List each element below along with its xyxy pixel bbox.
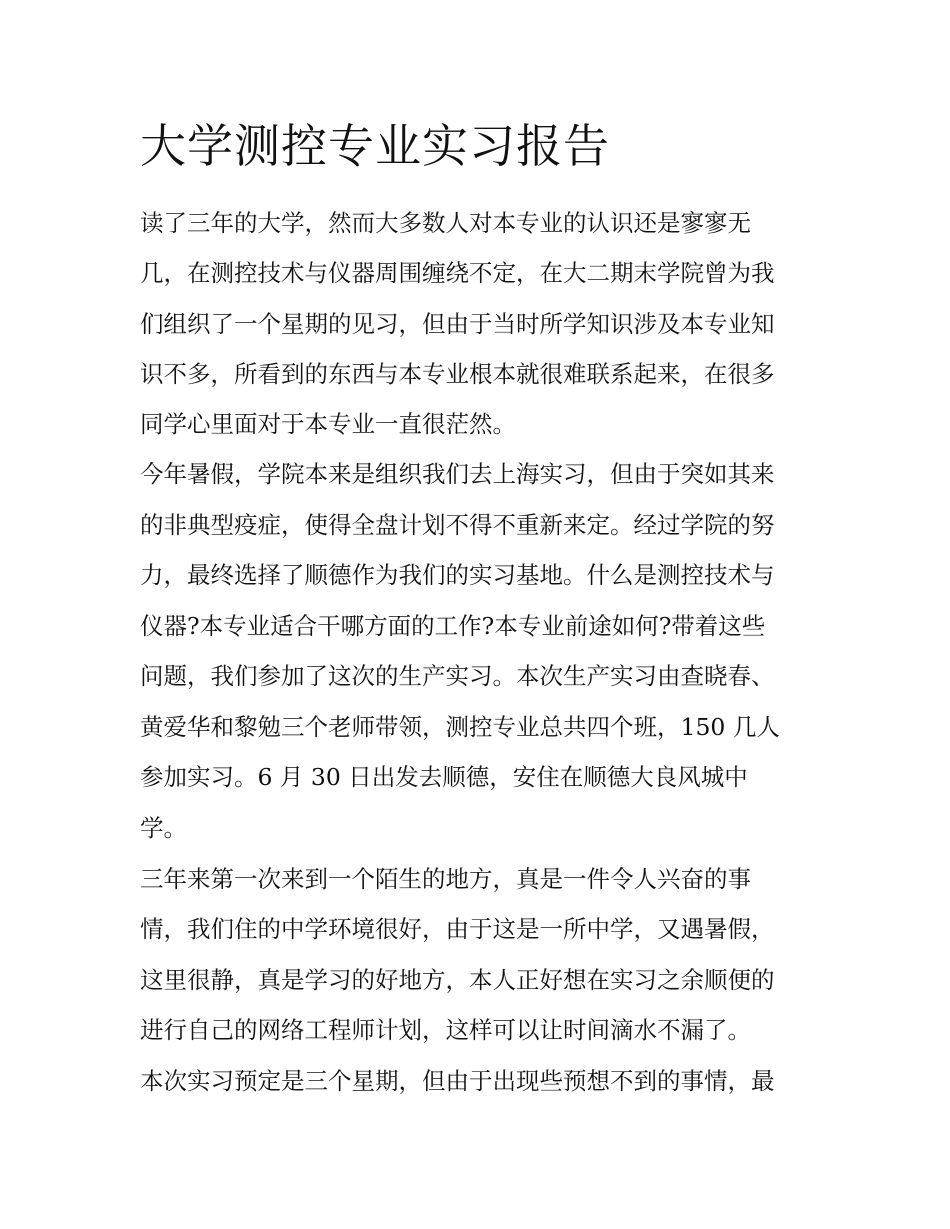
text-line: 学。 (140, 814, 187, 842)
text-line: 识不多，所看到的东西与本专业根本就很难联系起来，在很多 (140, 360, 775, 388)
text-line: 仪器?本专业适合干哪方面的工作?本专业前途如何?带着这些 (140, 612, 766, 640)
text-line: 参加实习。6 月 30 日出发去顺德，安住在顺德大良风城中 (140, 763, 748, 791)
text-line: 进行自己的网络工程师计划，这样可以让时间滴水不漏了。 (140, 1016, 751, 1044)
text-line: 力，最终选择了顺德作为我们的实习基地。什么是测控技术与 (140, 561, 775, 589)
text-line: 问题，我们参加了这次的生产实习。本次生产实习由查晓春、 (140, 662, 775, 690)
document-title: 大学测控专业实习报告 (140, 119, 610, 173)
text-line: 黄爱华和黎勉三个老师带领，测控专业总共四个班，150 几人 (140, 713, 780, 741)
text-line: 情，我们住的中学环境很好，由于这是一所中学，又遇暑假， (140, 915, 775, 943)
text-line: 的非典型疫症，使得全盘计划不得不重新来定。经过学院的努 (140, 511, 775, 539)
text-line: 今年暑假，学院本来是组织我们去上海实习，但由于突如其来 (140, 460, 775, 488)
text-line: 本次实习预定是三个星期，但由于出现些预想不到的事情，最 (140, 1067, 775, 1095)
text-line: 这里很静，真是学习的好地方，本人正好想在实习之余顺便的 (140, 966, 775, 994)
text-line: 们组织了一个星期的见习，但由于当时所学知识涉及本专业知 (140, 310, 775, 338)
text-line: 三年来第一次来到一个陌生的地方，真是一件令人兴奋的事 (140, 865, 751, 893)
text-line: 读了三年的大学，然而大多数人对本专业的认识还是寥寥无 (140, 209, 751, 237)
text-line: 几，在测控技术与仪器周围缠绕不定，在大二期末学院曾为我 (140, 259, 775, 287)
text-line: 同学心里面对于本专业一直很茫然。 (140, 410, 516, 438)
